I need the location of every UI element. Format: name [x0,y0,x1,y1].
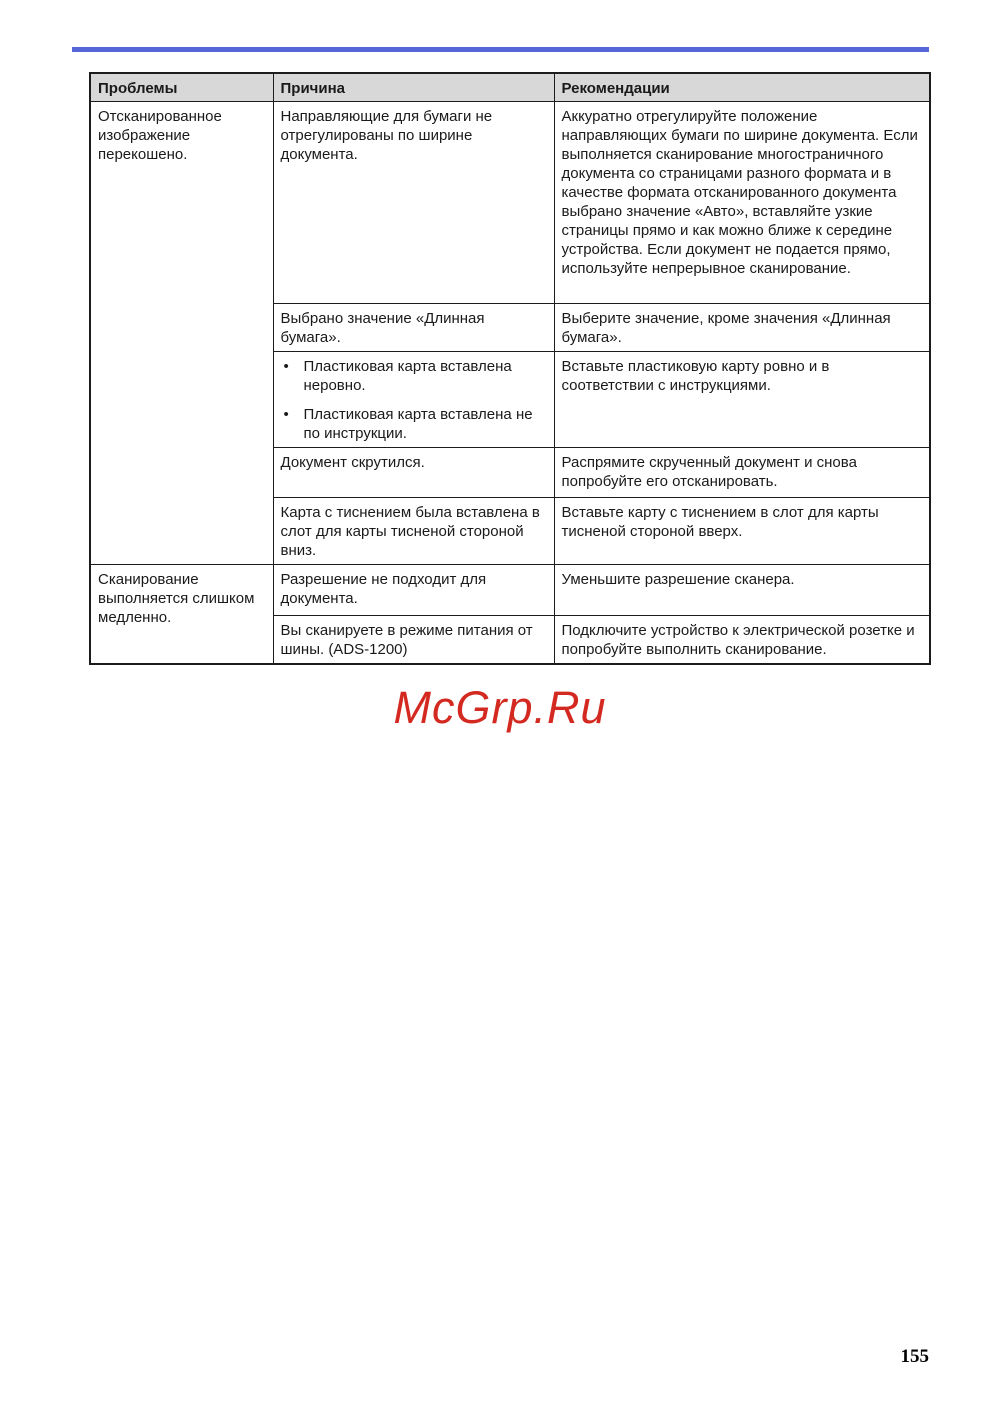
table-row [90,102,930,304]
table-row [90,565,930,616]
cause-bullet-list [281,357,546,443]
troubleshooting-table [89,72,931,665]
recommendation-cell: Подключите устройство к электрической розетке и попробуйте выполнить сканирование. [554,616,930,665]
problem-cell: Отсканированное изображение перекошено. [90,102,273,565]
recommendation-cell: Аккуратно отрегулируйте положение направляющих бумаги по ширине документа. Если выполняется сканирование многостраничного документа со страницами разного формата и в качестве формата отсканированного документа выбрано значение «Авто», вставляйте узкие страницы прямо и как можно ближе к середине устройства. Если документ не подается прямо, используйте непрерывное сканирование. [554,102,930,304]
recommendation-cell: Распрямите скрученный документ и снова попробуйте его отсканировать. [554,448,930,498]
top-divider-rule [72,47,929,52]
problem-cell: Сканирование выполняется слишком медленно. [90,565,273,665]
recommendation-cell: Выберите значение, кроме значения «Длинная бумага». [554,304,930,352]
cause-cell: Выбрано значение «Длинная бумага». [273,304,554,352]
page-number: 155 [900,1346,929,1367]
cause-cell: Карта с тиснением была вставлена в слот для карты тисненой стороной вниз. [273,498,554,565]
col-header-recommendations: Рекомендации [554,73,930,102]
cause-cell [273,352,554,448]
cause-bullet-item: • Пластиковая карта вставлена неровно. [281,357,546,395]
cause-cell: Разрешение не подходит для документа. [273,565,554,616]
recommendation-cell: Вставьте пластиковую карту ровно и в соответствии с инструкциями. [554,352,930,448]
watermark-text: McGrp.Ru [393,682,607,733]
recommendation-cell: Вставьте карту с тиснением в слот для карты тисненой стороной вверх. [554,498,930,565]
recommendation-cell: Уменьшите разрешение сканера. [554,565,930,616]
col-header-cause: Причина [273,73,554,102]
cause-bullet-item: • Пластиковая карта вставлена не по инструкции. [281,405,546,443]
table-header-row [90,73,930,102]
col-header-problems: Проблемы [90,73,273,102]
cause-cell: Вы сканируете в режиме питания от шины. (ADS-1200) [273,616,554,665]
cause-cell: Направляющие для бумаги не отрегулированы по ширине документа. [273,102,554,304]
cause-cell: Документ скрутился. [273,448,554,498]
